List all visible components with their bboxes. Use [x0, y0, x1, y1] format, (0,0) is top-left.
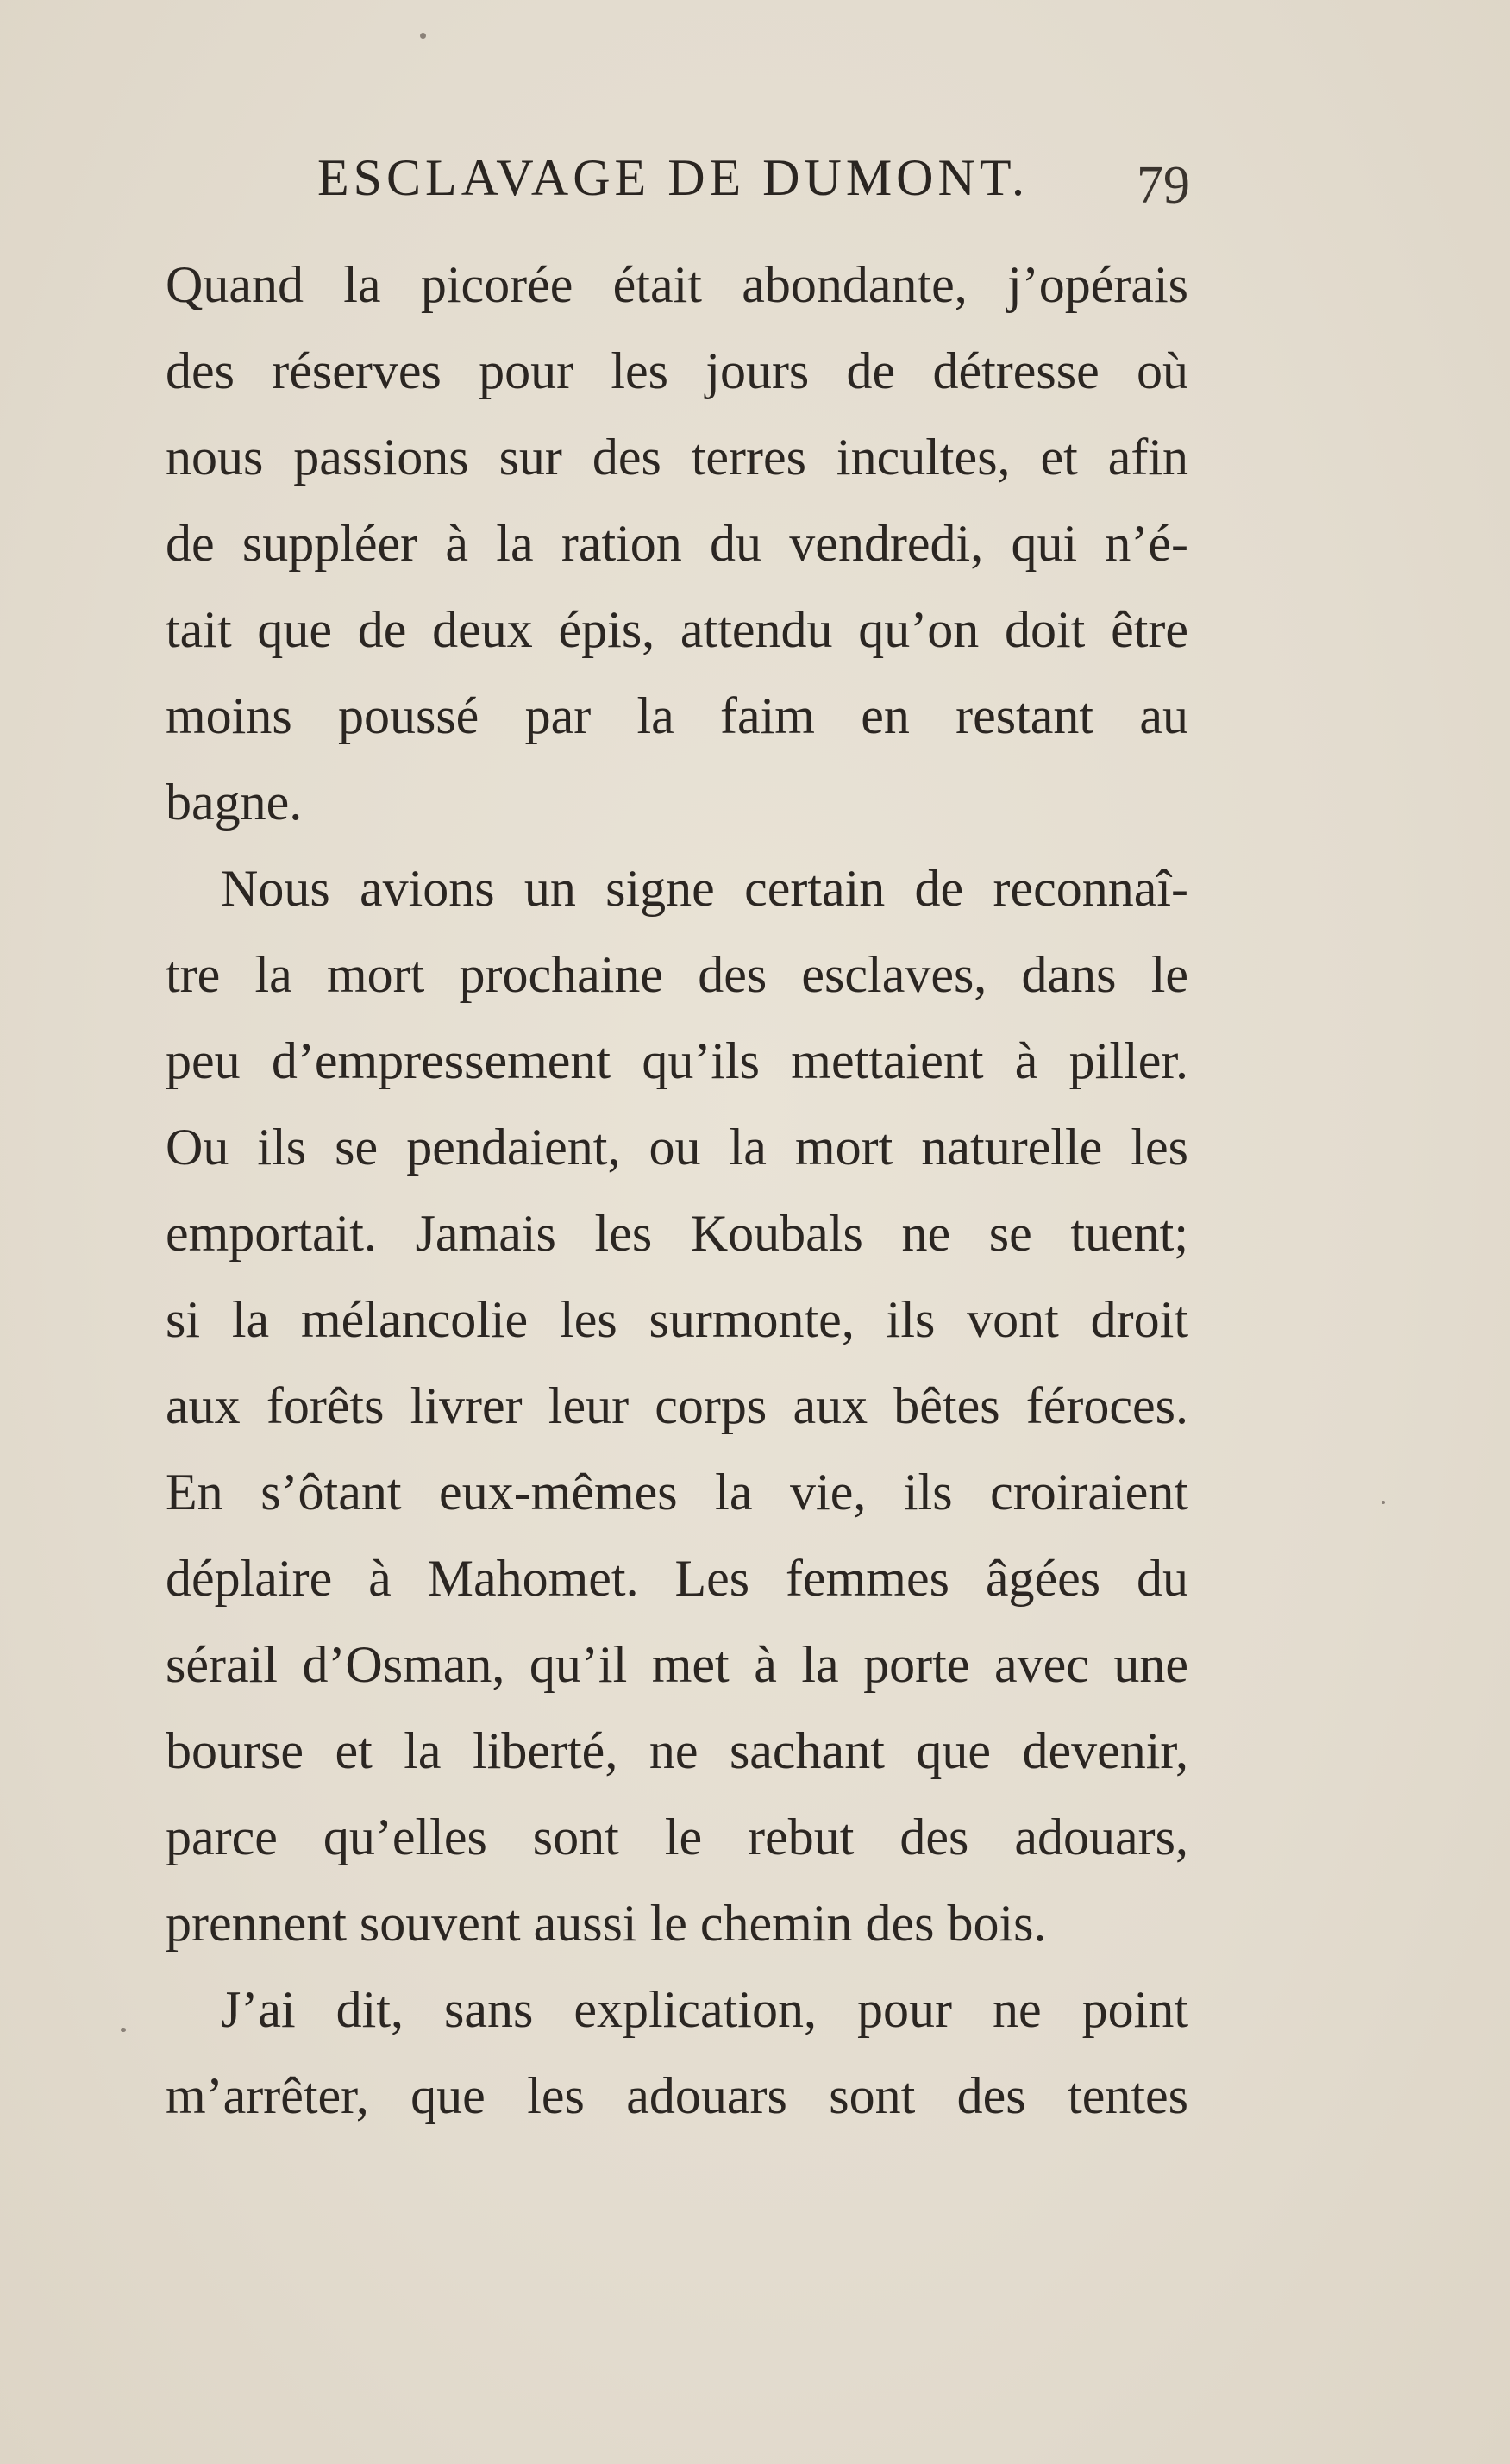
text-line: si la mélancolie les surmonte, ils vont droit	[166, 1291, 1188, 1348]
text-line: tre la mort prochaine des esclaves, dans le	[166, 946, 1188, 1003]
text-line: bagne.	[166, 774, 303, 831]
text-line: nous passions sur des terres incultes, et afin	[166, 429, 1188, 486]
page-header	[0, 148, 1510, 217]
text-line: parce qu’elles sont le rebut des adouars,	[166, 1809, 1188, 1865]
text-line: moins poussé par la faim en restant au	[166, 687, 1188, 744]
text-line: de suppléer à la ration du vendredi, qui n’é-	[166, 515, 1188, 572]
text-line: En s’ôtant eux-mêmes la vie, ils croiraient	[166, 1464, 1188, 1520]
body-text	[166, 241, 1188, 2139]
text-line: prennent souvent aussi le chemin des bois.	[166, 1895, 1047, 1952]
paper-speck	[1382, 1501, 1385, 1504]
paper-speck	[420, 33, 426, 39]
text-line: Quand la picorée était abondante, j’opérais	[166, 256, 1188, 313]
text-line: déplaire à Mahomet. Les femmes âgées du	[166, 1550, 1188, 1607]
text-line: aux forêts livrer leur corps aux bêtes féroces.	[166, 1377, 1188, 1434]
text-line: tait que de deux épis, attendu qu’on doit être	[166, 601, 1188, 658]
text-line: emportait. Jamais les Koubals ne se tuent;	[166, 1205, 1188, 1262]
text-line: Nous avions un signe certain de reconnaî-	[221, 860, 1188, 917]
text-line: m’arrêter, que les adouars sont des tentes	[166, 2067, 1188, 2124]
text-line: peu d’empressement qu’ils mettaient à piller.	[166, 1032, 1188, 1089]
running-title: ESCLAVAGE DE DUMONT.	[317, 149, 1030, 206]
text-line: des réserves pour les jours de détresse où	[166, 342, 1188, 399]
text-line: Ou ils se pendaient, ou la mort naturelle les	[166, 1119, 1188, 1176]
page-number: 79	[1137, 156, 1190, 215]
text-line: sérail d’Osman, qu’il met à la porte avec une	[166, 1636, 1188, 1693]
paper-speck	[121, 2028, 126, 2032]
text-line: bourse et la liberté, ne sachant que devenir,	[166, 1722, 1188, 1779]
text-line: J’ai dit, sans explication, pour ne point	[221, 1981, 1188, 2038]
